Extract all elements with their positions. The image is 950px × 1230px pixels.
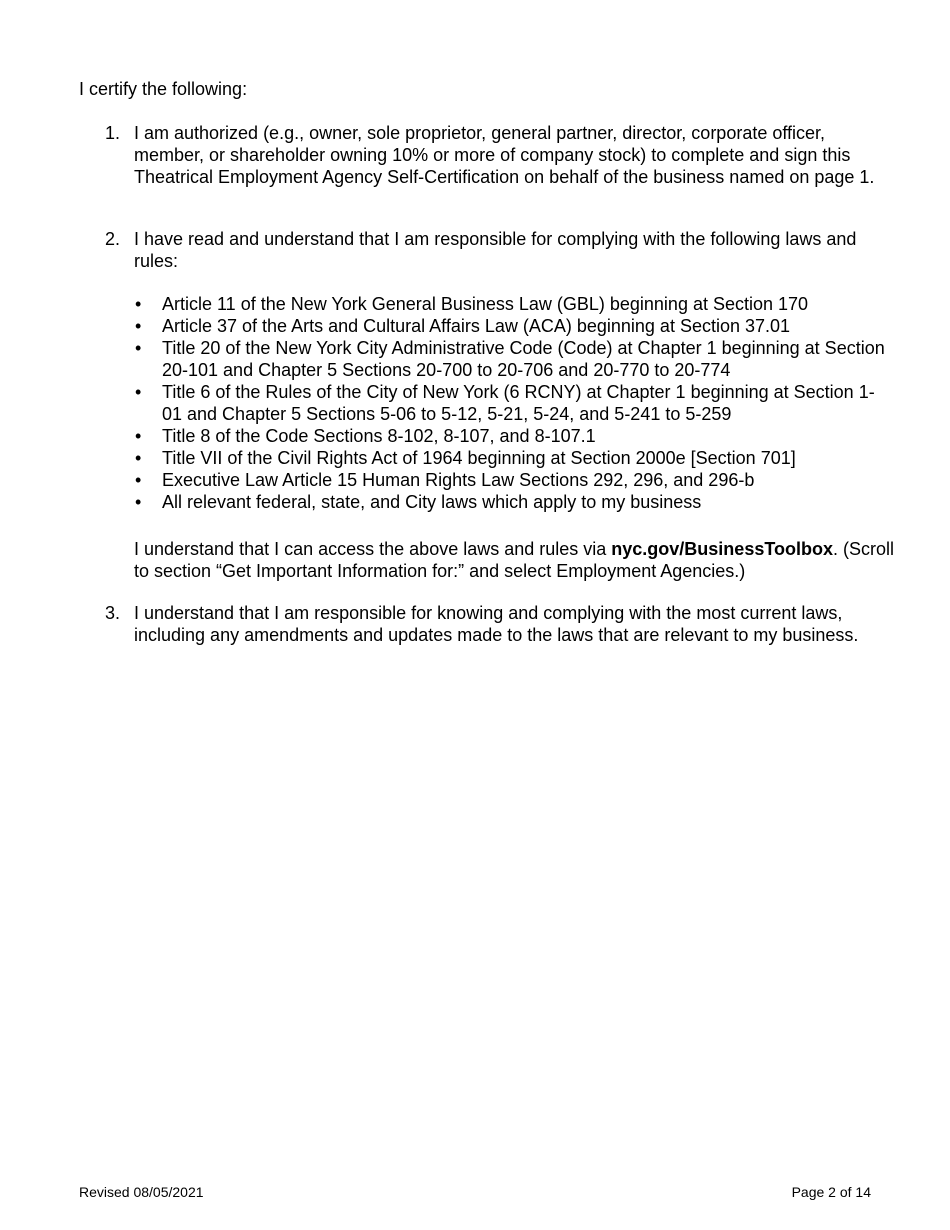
item-number: 3. bbox=[105, 603, 121, 623]
list-item bbox=[133, 469, 893, 491]
bullet-icon: • bbox=[135, 316, 142, 336]
certification-item-2 bbox=[105, 228, 885, 272]
list-item bbox=[133, 337, 893, 381]
law-text: Title VII of the Civil Rights Act of 1964 beginning at Section 2000e [Section 701] bbox=[162, 448, 796, 468]
bullet-icon: • bbox=[135, 382, 142, 402]
law-text: Title 6 of the Rules of the City of New York (6 RCNY) at Chapter 1 beginning at Section 1-01 and Chapter 5 Sections 5-06 to 5-12, 5-21, 5-24, and 5-241 to 5-259 bbox=[162, 382, 875, 424]
certification-item-1 bbox=[105, 122, 885, 188]
list-item bbox=[133, 491, 893, 513]
access-note bbox=[134, 538, 894, 582]
bullet-icon: • bbox=[135, 426, 142, 446]
access-prefix: I understand that I can access the above laws and rules via bbox=[134, 539, 612, 559]
law-text: Executive Law Article 15 Human Rights Law Sections 292, 296, and 296-b bbox=[162, 470, 755, 490]
item-number: 2. bbox=[105, 229, 121, 249]
law-text: Title 20 of the New York City Administrative Code (Code) at Chapter 1 beginning at Section 20-101 and Chapter 5 Sections 20-700 to 20-706 and 20-770 to 20-774 bbox=[162, 338, 885, 380]
item-text: I understand that I am responsible for knowing and complying with the most current laws, including any amendments and updates made to the laws that are relevant to my business. bbox=[134, 603, 859, 645]
item-text: I have read and understand that I am responsible for complying with the following laws and rules: bbox=[134, 229, 857, 271]
bullet-icon: • bbox=[135, 294, 142, 314]
bullet-icon: • bbox=[135, 470, 142, 490]
list-item bbox=[133, 381, 893, 425]
law-text: All relevant federal, state, and City laws which apply to my business bbox=[162, 492, 702, 512]
item-text: I am authorized (e.g., owner, sole proprietor, general partner, director, corporate officer, member, or shareholder owning 10% or more of company stock) to complete and sign this Theatrical Employment Agency Self-Certification on behalf of the business named on page 1. bbox=[134, 123, 875, 187]
business-toolbox-link[interactable]: nyc.gov/BusinessToolbox bbox=[611, 539, 833, 559]
revised-date: Revised 08/05/2021 bbox=[79, 1184, 204, 1200]
laws-list bbox=[133, 293, 893, 513]
page-number: Page 2 of 14 bbox=[791, 1184, 871, 1200]
bullet-icon: • bbox=[135, 448, 142, 468]
list-item bbox=[133, 447, 893, 469]
bullet-icon: • bbox=[135, 338, 142, 358]
item-number: 1. bbox=[105, 123, 121, 143]
bullet-icon: • bbox=[135, 492, 142, 512]
intro-text: I certify the following: bbox=[79, 79, 248, 99]
list-item bbox=[133, 315, 893, 337]
list-item bbox=[133, 293, 893, 315]
law-text: Article 37 of the Arts and Cultural Affairs Law (ACA) beginning at Section 37.01 bbox=[162, 316, 791, 336]
access-suffix: . (Scroll to section “Get Important Information for:” and select Employment Agencies.) bbox=[134, 539, 895, 581]
list-item bbox=[133, 425, 893, 447]
law-text: Article 11 of the New York General Business Law (GBL) beginning at Section 170 bbox=[162, 294, 809, 314]
certification-item-3 bbox=[105, 602, 885, 646]
law-text: Title 8 of the Code Sections 8-102, 8-107, and 8-107.1 bbox=[162, 426, 596, 446]
